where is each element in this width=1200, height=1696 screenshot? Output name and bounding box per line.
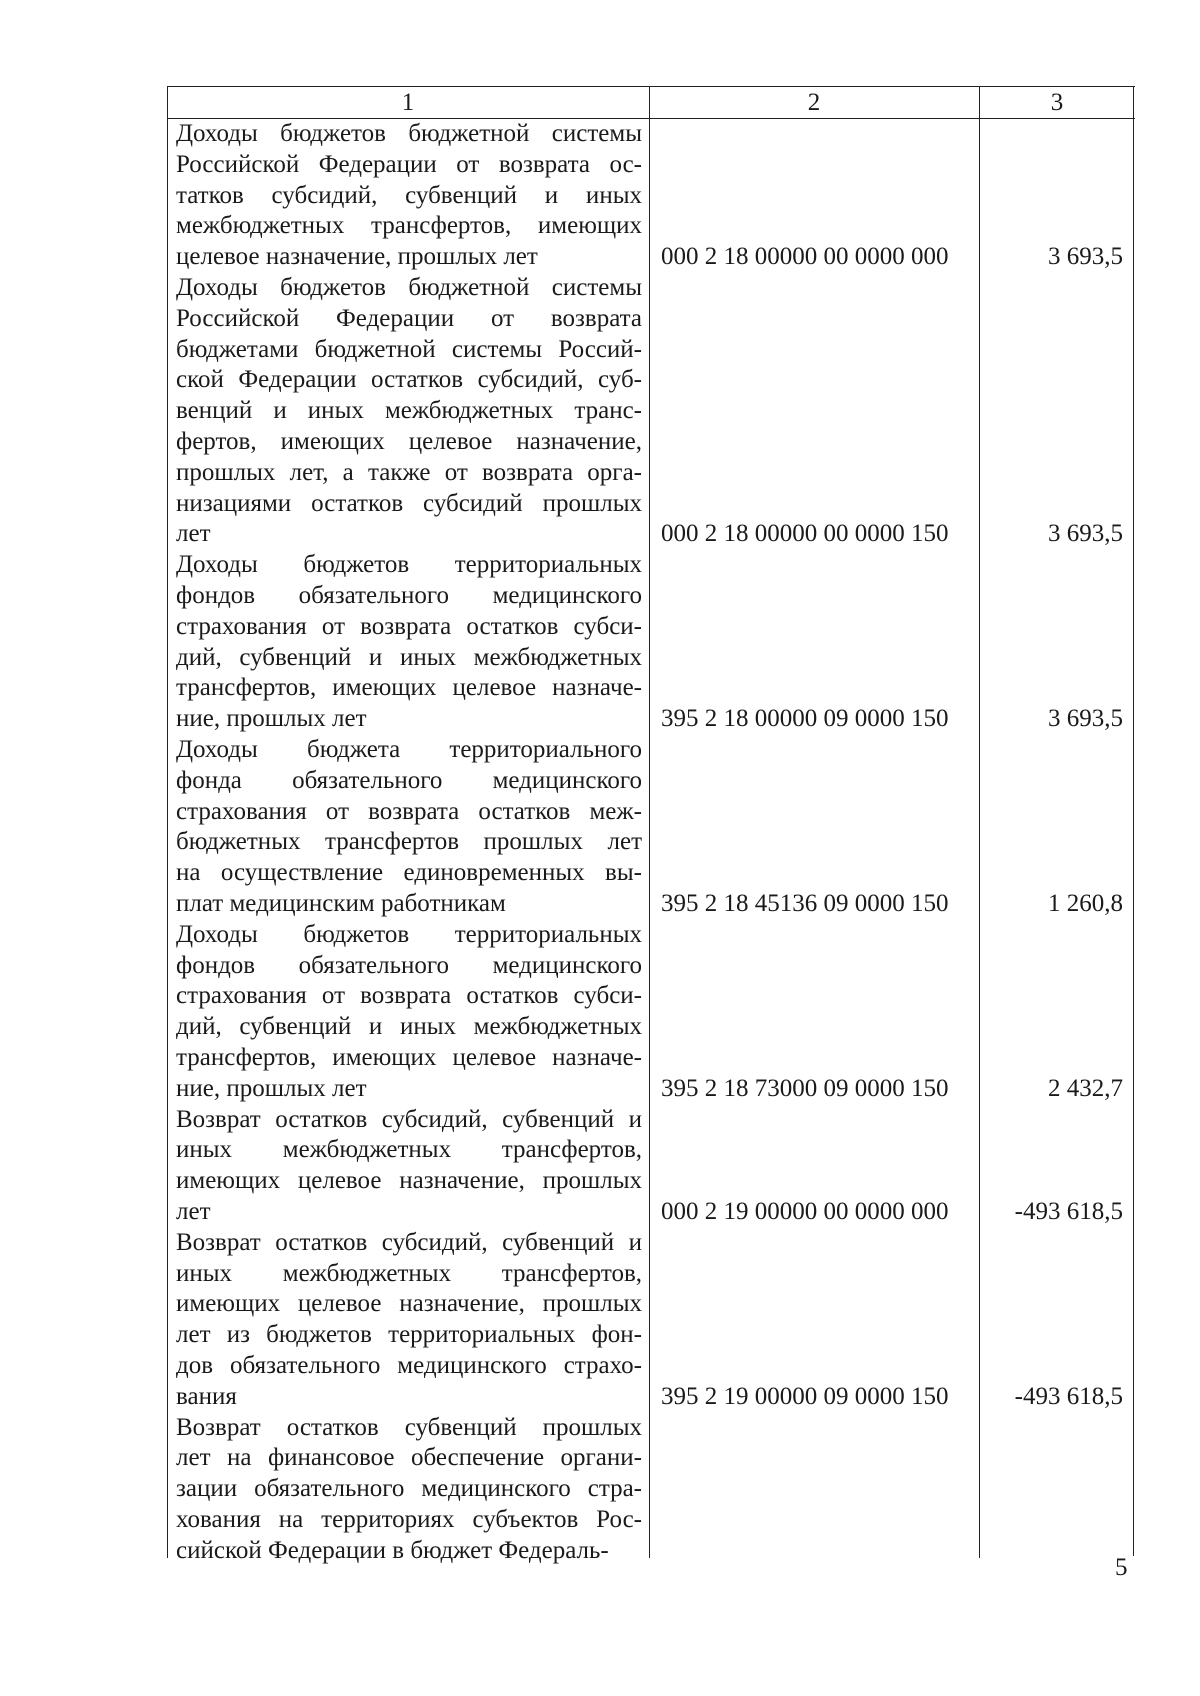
budget-classification-code: 395 2 18 73000 09 0000 150 xyxy=(661,1074,949,1102)
column-header-1: 1 xyxy=(401,89,415,116)
description-line: Возврат остатков субсидий, субвенций и xyxy=(176,1105,642,1133)
description-line: ние, прошлых лет xyxy=(176,1074,367,1102)
description-line: татков субсидий, субвенций и иных xyxy=(176,181,642,209)
description-line: фонда обязательного медицинского xyxy=(176,766,642,794)
row-description xyxy=(176,1228,642,1413)
description-line: фертов, имеющих целевое назначение, xyxy=(176,427,642,455)
table-row xyxy=(167,735,1135,920)
table-row xyxy=(167,273,1135,550)
amount-value: 3 693,5 xyxy=(1048,705,1123,733)
description-line: имеющих целевое назначение, прошлых xyxy=(176,1167,642,1195)
row-description xyxy=(176,920,642,1105)
description-line: Возврат остатков субвенций прошлых xyxy=(176,1413,642,1441)
amount-value: 1 260,8 xyxy=(1048,890,1123,917)
description-line: лет xyxy=(176,520,211,548)
description-line: фондов обязательного медицинского xyxy=(176,581,642,609)
table-row xyxy=(167,1105,1135,1228)
budget-classification-code: 395 2 18 00000 09 0000 150 xyxy=(661,705,949,733)
table-row xyxy=(167,1228,1135,1413)
description-line: сийской Федерации в бюджет Федераль- xyxy=(176,1536,609,1564)
description-line: Доходы бюджетов бюджетной системы xyxy=(176,274,642,301)
description-line: хования на территориях субъектов Рос- xyxy=(176,1505,642,1533)
description-line: дий, субвенций и иных межбюджетных xyxy=(176,1013,642,1041)
amount-value: 3 693,5 xyxy=(1048,243,1123,271)
table-row xyxy=(167,550,1135,735)
description-line: страхования от возврата остатков субси- xyxy=(176,612,642,640)
budget-classification-code: 395 2 18 45136 09 0000 150 xyxy=(661,890,949,917)
description-line: низациями остатков субсидий прошлых xyxy=(176,489,642,517)
description-line: лет из бюджетов территориальных фон- xyxy=(176,1321,642,1349)
amount-value: -493 618,5 xyxy=(1014,1382,1123,1410)
description-line: прошлых лет, а также от возврата орга- xyxy=(176,458,642,486)
table-top-border xyxy=(167,86,1135,87)
description-line: на осуществление единовременных вы- xyxy=(176,859,642,887)
description-line: бюджетами бюджетной системы Россий- xyxy=(176,335,642,363)
description-line: Доходы бюджетов территориальных xyxy=(176,551,642,579)
description-line: лет xyxy=(176,1197,211,1225)
description-line: венций и иных межбюджетных транс- xyxy=(176,397,642,425)
table-row xyxy=(167,920,1135,1105)
description-line: иных межбюджетных трансфертов, xyxy=(176,1136,642,1164)
description-line: фондов обязательного медицинского xyxy=(176,951,642,979)
description-line: трансфертов, имеющих целевое назначе- xyxy=(176,674,642,702)
description-line: ской Федерации остатков субсидий, суб- xyxy=(176,366,642,394)
budget-classification-code: 000 2 18 00000 00 0000 150 xyxy=(661,520,949,548)
description-line: страхования от возврата остатков субси- xyxy=(176,982,642,1010)
table-row xyxy=(167,1413,1135,1567)
description-line: вания xyxy=(176,1382,237,1410)
row-description xyxy=(176,550,642,735)
description-line: дий, субвенций и иных межбюджетных xyxy=(176,643,642,671)
description-line: Возврат остатков субсидий, субвенций и xyxy=(176,1228,642,1256)
column-header-3: 3 xyxy=(1050,89,1064,116)
description-line: целевое назначение, прошлых лет xyxy=(176,243,538,271)
description-line: трансфертов, имеющих целевое назначе- xyxy=(176,1043,642,1071)
amount-value: 2 432,7 xyxy=(1048,1074,1123,1102)
column-header-2: 2 xyxy=(807,89,821,116)
description-line: лет на финансовое обеспечение органи- xyxy=(176,1444,642,1472)
table-row xyxy=(167,119,1135,273)
description-line: межбюджетных трансфертов, имеющих xyxy=(176,212,642,240)
budget-classification-code: 000 2 18 00000 00 0000 000 xyxy=(661,243,949,271)
description-line: дов обязательного медицинского страхо- xyxy=(176,1351,642,1379)
description-line: иных межбюджетных трансфертов, xyxy=(176,1259,642,1287)
amount-value: -493 618,5 xyxy=(1014,1197,1123,1225)
row-description xyxy=(176,1413,642,1567)
budget-table xyxy=(167,86,1135,1564)
description-line: имеющих целевое назначение, прошлых xyxy=(176,1290,642,1318)
description-line: ние, прошлых лет xyxy=(176,705,367,733)
description-line: страхования от возврата остатков меж- xyxy=(176,797,642,825)
description-line: Доходы бюджета территориального xyxy=(176,736,642,763)
description-line: Доходы бюджетов бюджетной системы xyxy=(176,120,642,147)
row-description xyxy=(176,273,642,550)
amount-value: 3 693,5 xyxy=(1048,520,1123,548)
description-line: Российской Федерации от возврата xyxy=(176,304,642,332)
description-line: Доходы бюджетов территориальных xyxy=(176,920,642,948)
row-description xyxy=(176,119,642,273)
description-line: бюджетных трансфертов прошлых лет xyxy=(176,828,642,856)
row-description xyxy=(176,1105,642,1228)
row-description xyxy=(176,735,642,920)
budget-classification-code: 395 2 19 00000 09 0000 150 xyxy=(661,1382,949,1410)
description-line: плат медицинским работникам xyxy=(176,889,506,917)
description-line: Российской Федерации от возврата ос- xyxy=(176,150,642,178)
description-line: зации обязательного медицинского стра- xyxy=(176,1475,642,1503)
budget-classification-code: 000 2 19 00000 00 0000 000 xyxy=(661,1197,949,1225)
page-number: 5 xyxy=(1115,1554,1128,1581)
